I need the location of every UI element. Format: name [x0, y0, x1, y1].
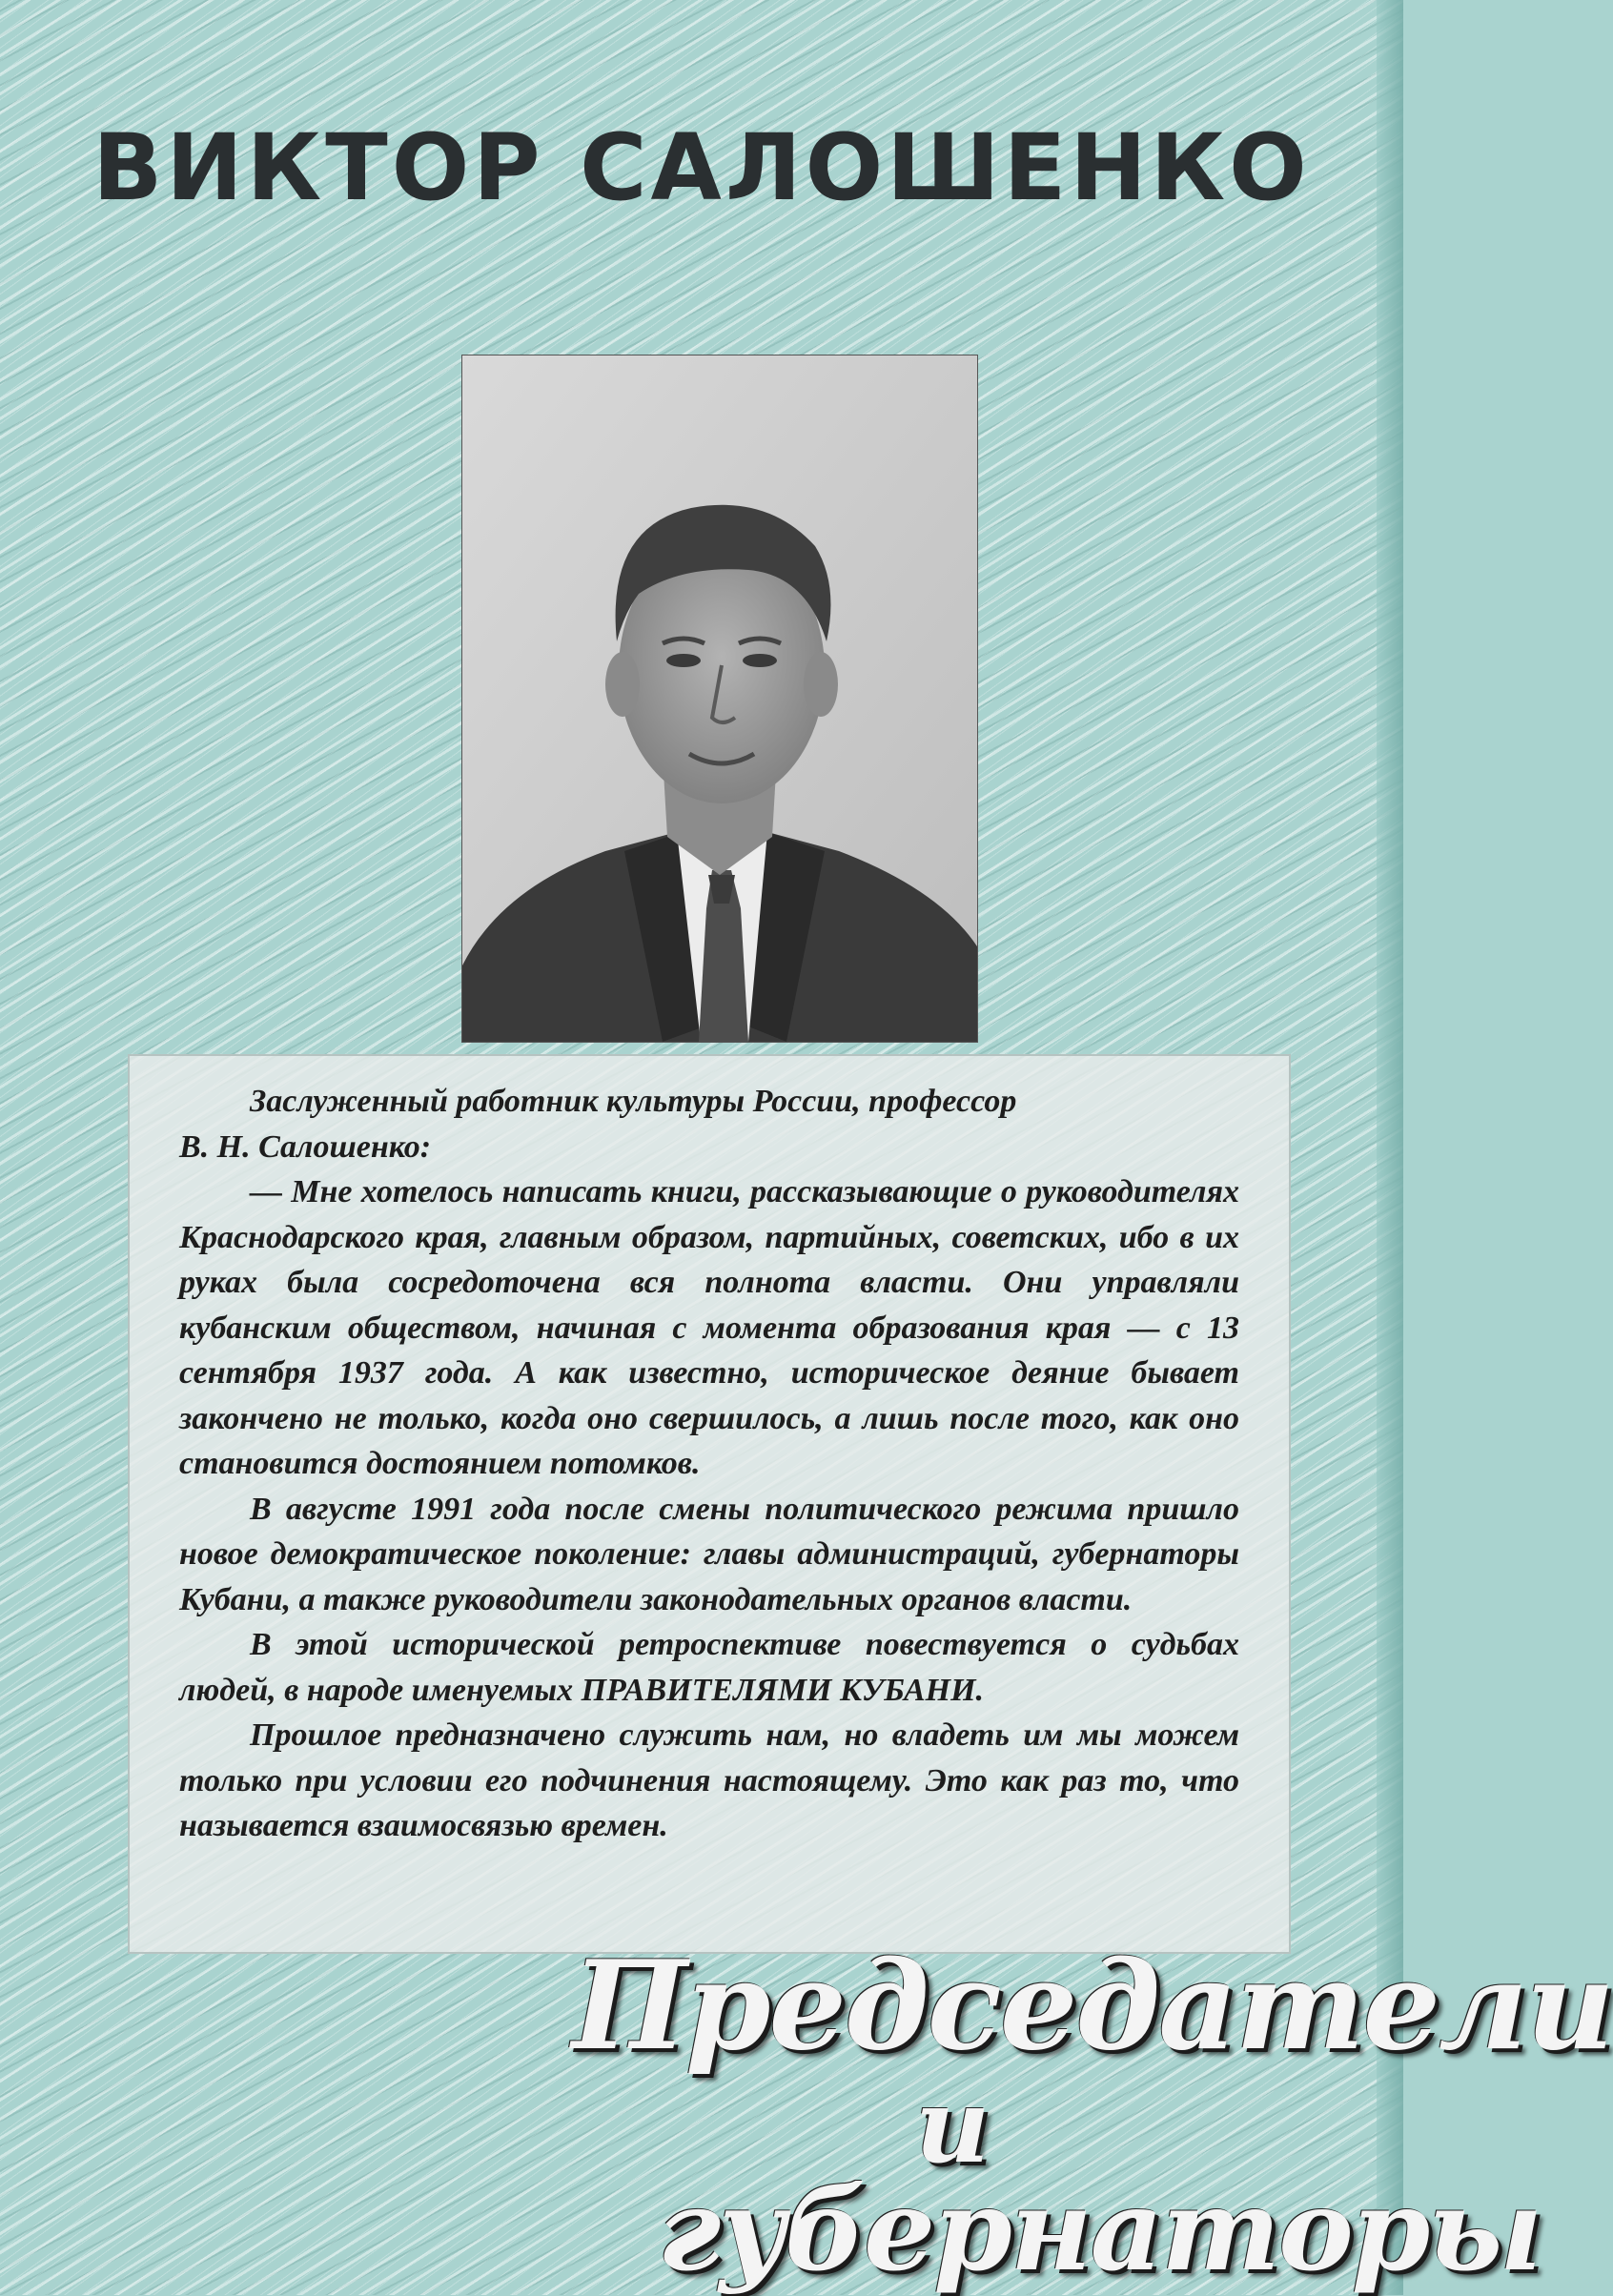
intro-line-1: Заслуженный работник культуры России, профессор	[250, 1084, 1017, 1119]
title-line-2: и	[915, 2066, 990, 2186]
author-name: ВИКТОР САЛОШЕНКО	[92, 114, 1311, 221]
paragraph-2: В августе 1991 года после смены политического режима пришло новое демократическое поколение: главы администраций, губернаторы Кубани, а также руководители законодательных органов власти.	[179, 1491, 1239, 1617]
paragraph-1: — Мне хотелось написать книги, рассказывающие о руководителях Краснодарского края, главным образом, партийных, советских, ибо в их руках была сосредоточена вся полнота власти. Они управляли кубанским обществом, начиная с момента образования края — с 13 сентября 1937 года. А как известно, историческое деяние бывает закончено не только, когда оно свершилось, а лишь после того, как оно становится достоянием потомков.	[179, 1174, 1239, 1481]
author-portrait	[461, 355, 978, 1043]
annotation-text-panel	[128, 1054, 1291, 1954]
title-line-1: Председатели	[572, 1935, 1613, 2078]
title-line-3: губернаторы	[658, 2164, 1542, 2296]
book-title	[572, 1935, 1613, 2296]
paragraph-3: В этой исторической ретроспективе повествуется о судьбах людей, в народе именуемых ПРАВИТЕЛЯМИ КУБАНИ.	[179, 1627, 1239, 1708]
paragraph-4: Прошлое предназначено служить нам, но владеть им мы можем только при условии его подчинения настоящему. Это как раз то, что называется взаимосвязью времен.	[179, 1717, 1239, 1843]
intro-line-2: В. Н. Салошенко:	[179, 1128, 432, 1165]
portrait-photo-icon	[462, 356, 977, 1042]
